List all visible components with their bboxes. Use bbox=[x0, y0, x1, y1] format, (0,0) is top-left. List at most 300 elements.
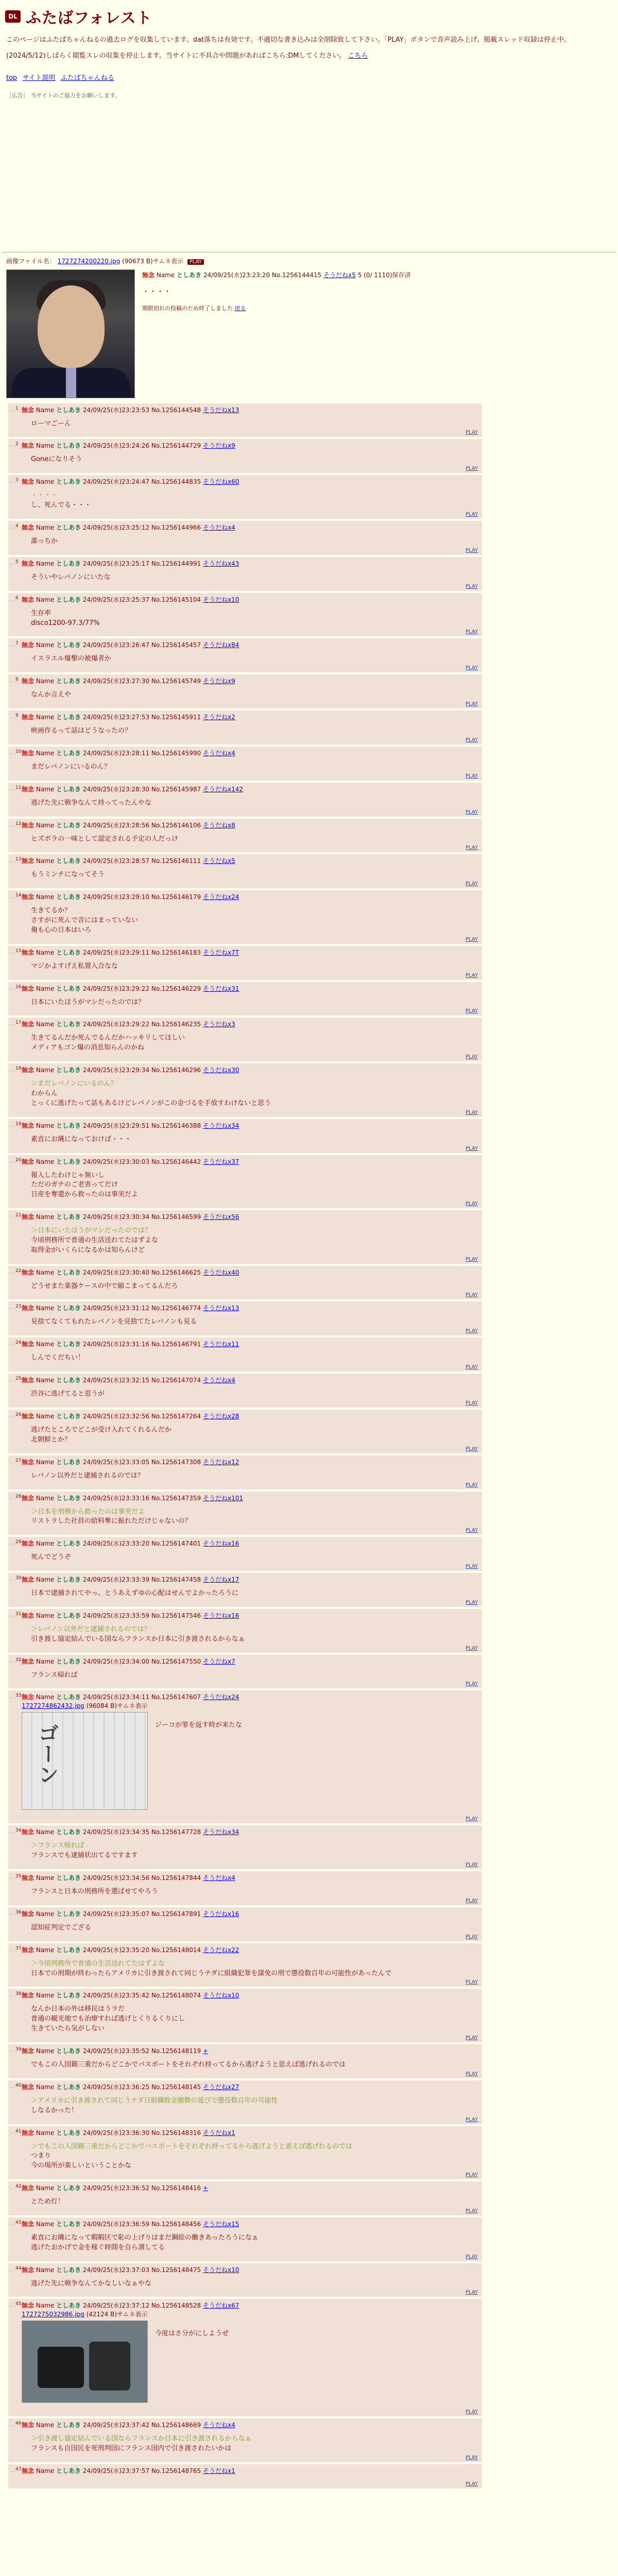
reply-line: まだレバノンにいるのん？ bbox=[31, 762, 111, 771]
reply-number: 35 bbox=[15, 1874, 22, 1879]
reply-post bbox=[8, 1573, 482, 1607]
soudane-button[interactable]: そうだねx60 bbox=[203, 478, 239, 486]
play-button[interactable]: PLAY bbox=[465, 2172, 478, 2178]
soudane-button[interactable]: そうだねx10 bbox=[203, 2266, 239, 2274]
reply-line: 逃げた先に戦争なんてかなしいなぁやな bbox=[31, 2279, 152, 2287]
reply-number: 24 bbox=[15, 1340, 22, 1346]
play-button[interactable]: PLAY bbox=[465, 809, 478, 815]
reply-line: フランスも自国民を死刑判国にフランス国内で引き渡されたいかは bbox=[31, 2445, 232, 2453]
reply-line: しんでくだちい！ bbox=[31, 1354, 85, 1362]
reply-line: フランスと日本の刑務所を選ばせてやろう bbox=[31, 1888, 158, 1896]
reply-post bbox=[8, 475, 482, 519]
reply-body bbox=[31, 726, 477, 736]
play-button[interactable]: PLAY bbox=[465, 1364, 478, 1370]
reply-number: 25 bbox=[15, 1376, 22, 1382]
reply-marker: … bbox=[9, 1991, 15, 1998]
reply-image[interactable] bbox=[22, 1712, 148, 1810]
play-button[interactable]: PLAY bbox=[465, 936, 478, 942]
play-button[interactable]: PLAY bbox=[465, 1645, 478, 1651]
reply-meta: 無念 Name としあき 24/09/25(水)23:32:15 No.1256147074 そうだねx4 bbox=[22, 1377, 235, 1384]
reply-post bbox=[8, 890, 482, 944]
reply-line: 日本での刑期が終わったらアメリカに引き渡されて同じうナダに組織犯罪を謀免の刑で懲役数百年の可能性があったんで bbox=[31, 1969, 392, 1977]
reply-post bbox=[8, 1655, 482, 1689]
soudane-button[interactable]: そうだねx10 bbox=[203, 1992, 239, 1999]
reply-body bbox=[31, 1317, 477, 1327]
reply-meta: 無念 Name としあき 24/09/25(水)23:33:16 No.1256147359 そうだねx101 bbox=[22, 1494, 244, 1502]
reply-body bbox=[31, 1033, 477, 1053]
reply-marker: … bbox=[9, 1212, 15, 1220]
soudane-button[interactable]: そうだねx5 bbox=[203, 857, 235, 865]
soudane-button[interactable]: そうだねx101 bbox=[203, 1494, 244, 1502]
reply-meta: 無念 Name としあき 24/09/25(水)23:33:05 No.1256147308 そうだねx12 bbox=[22, 1458, 239, 1466]
play-button[interactable]: PLAY bbox=[465, 1292, 478, 1298]
reply-post bbox=[8, 1410, 482, 1453]
reply-line: メディアもゴン爆の消息知らんのかね bbox=[31, 1044, 144, 1052]
play-button[interactable]: PLAY bbox=[465, 1564, 478, 1570]
site-title[interactable]: ふたばフォレスト bbox=[26, 9, 152, 27]
reply-body bbox=[31, 654, 477, 664]
op-play-button[interactable]: PLAY bbox=[187, 259, 204, 265]
reply-meta: 無念 Name としあき 24/09/25(水)23:37:57 No.1256148765 そうだねx1 bbox=[22, 2467, 235, 2475]
reply-marker: … bbox=[9, 947, 15, 955]
play-button[interactable]: PLAY bbox=[465, 1109, 478, 1115]
reply-marker: … bbox=[9, 1020, 15, 1027]
reply-post bbox=[8, 1825, 482, 1869]
reply-line: 今頃刑務所で普通の生活送れてたはずよな bbox=[31, 1236, 159, 1244]
soudane-button[interactable]: そうだねx17 bbox=[203, 1576, 239, 1584]
soudane-button[interactable]: そうだねx142 bbox=[203, 785, 244, 793]
soudane-button[interactable]: そうだねx13 bbox=[203, 406, 239, 414]
reply-line: 素直にお縄になって暇暇区で恥の上げりはまだ鋼絵の働きあったろうになぁ bbox=[31, 2233, 259, 2242]
play-button[interactable]: PLAY bbox=[465, 737, 478, 743]
reply-marker: … bbox=[9, 595, 15, 602]
reply-marker: … bbox=[9, 477, 15, 485]
reply-meta: 無念 Name としあき 24/09/25(水)23:28:56 No.1256146106 そうだねx8 bbox=[22, 821, 235, 829]
reply-number: 41 bbox=[15, 2128, 22, 2134]
reply-meta: 無念 Name としあき 24/09/25(水)23:27:30 No.1256145749 そうだねx9 bbox=[22, 677, 235, 685]
reply-body bbox=[31, 1426, 477, 1445]
reply-post bbox=[8, 2126, 482, 2180]
soudane-button[interactable]: そうだねx4 bbox=[203, 749, 235, 757]
soudane-button[interactable]: そうだねx8 bbox=[203, 821, 235, 829]
reply-meta: 無念 Name としあき 24/09/25(水)23:33:39 No.1256147458 そうだねx17 bbox=[22, 1576, 239, 1584]
play-button[interactable]: PLAY bbox=[465, 1979, 478, 1986]
play-button[interactable]: PLAY bbox=[465, 1934, 478, 1940]
reply-line: 生存率 bbox=[31, 609, 52, 617]
play-button[interactable]: PLAY bbox=[465, 1528, 478, 1534]
reply-meta: 無念 Name としあき 24/09/25(水)23:34:35 No.1256147728 そうだねx34 bbox=[22, 1828, 239, 1836]
reply-body bbox=[31, 419, 477, 429]
reply-number: 12 bbox=[15, 821, 22, 826]
reply-body bbox=[31, 690, 477, 700]
reply-meta: 無念 Name としあき 24/09/25(水)23:23:53 No.1256144548 そうだねx13 bbox=[22, 406, 239, 414]
reply-line: 生きてるか？ bbox=[31, 907, 72, 915]
soudane-button[interactable]: そうだねx37 bbox=[203, 1158, 239, 1165]
soudane-button[interactable]: そうだねx56 bbox=[203, 1213, 239, 1221]
reply-marker: … bbox=[9, 558, 15, 566]
soudane-button[interactable]: そうだねx67 bbox=[203, 2302, 239, 2310]
play-button[interactable]: PLAY bbox=[465, 1599, 478, 1605]
soudane-button[interactable]: そうだねx84 bbox=[203, 641, 239, 649]
reply-quote: ＞まだレバノンにいるのん？ bbox=[31, 1080, 117, 1088]
reply-meta: 無念 Name としあき 24/09/25(水)23:25:37 No.1256145104 そうだねx10 bbox=[22, 596, 239, 603]
reply-body bbox=[31, 2233, 477, 2253]
reply-post bbox=[8, 982, 482, 1016]
reply-line: マジかよすげえ私置入合なな bbox=[31, 962, 118, 970]
play-button[interactable]: PLAY bbox=[465, 1897, 478, 1904]
reply-number: 43 bbox=[15, 2219, 22, 2225]
reply-meta: 無念 Name としあき 24/09/25(水)23:33:59 No.1256147546 そうだねx16 bbox=[22, 1612, 239, 1619]
reply-marker: … bbox=[9, 1457, 15, 1465]
reply-line: リストラした社員の給料奪に振れただけじゃないの？ bbox=[31, 1517, 192, 1526]
reply-post bbox=[8, 747, 482, 781]
reply-post bbox=[8, 2299, 482, 2416]
play-button[interactable]: PLAY bbox=[465, 430, 478, 436]
play-button[interactable]: PLAY bbox=[465, 2290, 478, 2296]
reply-number: 33 bbox=[15, 1693, 22, 1699]
op-soudane[interactable]: そうだねx5 bbox=[323, 271, 356, 279]
reply-line: どうせまた楽器ケースの中で縮こまってるんだろ bbox=[31, 1282, 178, 1290]
soudane-button[interactable]: そうだねx16 bbox=[203, 1612, 239, 1619]
reply-file-link[interactable]: 1727274862432.jpg bbox=[22, 1702, 84, 1710]
reply-number: 30 bbox=[15, 1575, 22, 1581]
play-button[interactable]: PLAY bbox=[465, 1054, 478, 1060]
site-logo[interactable]: DL bbox=[5, 10, 21, 23]
reply-body bbox=[31, 835, 477, 844]
reply-marker: … bbox=[9, 892, 15, 900]
reply-quote: ＞でもこの人国籍三重だからどこかでパスポートをそれぞれ持ってるから逃げようと思えば逃げれるのでは bbox=[31, 2142, 353, 2150]
reply-quote: ＞日本を刑務から救ったのは事実だよ bbox=[31, 1507, 145, 1516]
reply-body bbox=[31, 1589, 477, 1599]
site-header bbox=[2, 0, 616, 32]
reply-line: イスラエル爆撃の被爆者か bbox=[31, 655, 111, 663]
nav-futaba[interactable]: ふたばちゃんねる bbox=[60, 74, 114, 82]
reply-post bbox=[8, 638, 482, 672]
reply-image[interactable] bbox=[22, 2320, 148, 2403]
reply-number: 1 bbox=[15, 405, 19, 411]
reply-meta: 無念 Name としあき 24/09/25(水)23:34:11 No.1256147607 そうだねx24 bbox=[22, 1693, 239, 1701]
reply-meta: 無念 Name としあき 24/09/25(水)23:35:20 No.1256148014 そうだねx22 bbox=[22, 1946, 239, 1954]
soudane-button[interactable]: そうだねx16 bbox=[203, 1910, 239, 1918]
reply-post bbox=[8, 783, 482, 817]
reply-line: 普通の観光地でも治療すれば逃げとくりるくりにし bbox=[31, 2015, 185, 2023]
soudane-button[interactable]: そうだねx31 bbox=[203, 985, 239, 992]
soudane-button[interactable]: そうだねx30 bbox=[203, 1066, 239, 1074]
play-button[interactable]: PLAY bbox=[465, 845, 478, 851]
reply-marker: … bbox=[9, 2128, 15, 2136]
soudane-button[interactable]: + bbox=[203, 2047, 209, 2055]
reply-line: し、死んでる・・・ bbox=[31, 501, 92, 510]
reply-number: 37 bbox=[15, 1945, 22, 1951]
reply-line: 死んでどうぞ bbox=[31, 1553, 72, 1562]
ad-space bbox=[2, 103, 616, 252]
reply-quote: ＞フランス帰れば bbox=[31, 1842, 84, 1850]
reply-line: 北朝鮮とか？ bbox=[31, 1435, 72, 1444]
reply-body bbox=[31, 2005, 477, 2034]
play-button[interactable]: PLAY bbox=[465, 1008, 478, 1014]
reply-marker: … bbox=[9, 2420, 15, 2428]
reply-line: 日本にいたほうがマシだったのでは？ bbox=[31, 998, 145, 1006]
reply-post bbox=[8, 1492, 482, 1535]
play-button[interactable]: PLAY bbox=[465, 629, 478, 635]
reply-line: 認知症判定でござる bbox=[31, 1923, 92, 1931]
play-button[interactable]: PLAY bbox=[465, 511, 478, 517]
intro-text-2: (2024/5/12)しばらく閲覧スレの収集を停止します。当サイトに不具合や問題があればこちら:DMしてください。 こちら bbox=[6, 52, 368, 60]
reply-line: disco1200-97.3/77% bbox=[31, 619, 100, 627]
reply-meta: 無念 Name としあき 24/09/25(水)23:36:59 No.1256148456 そうだねx15 bbox=[22, 2220, 239, 2228]
reply-marker: … bbox=[9, 1376, 15, 1383]
reply-post bbox=[8, 1455, 482, 1489]
reply-number: 22 bbox=[15, 1268, 22, 1274]
reply-number: 6 bbox=[15, 595, 19, 601]
ad-note: ［広告］ 当サイトのご協力をお願いします。 bbox=[6, 92, 121, 99]
reply-post bbox=[8, 1690, 482, 1823]
reply-list bbox=[2, 403, 616, 2489]
reply-number: 11 bbox=[15, 785, 22, 790]
reply-meta: 無念 Name としあき 24/09/25(水)23:35:52 No.1256148119 + bbox=[22, 2047, 209, 2055]
reply-meta: 無念 Name としあき 24/09/25(水)23:29:22 No.1256146229 そうだねx31 bbox=[22, 985, 239, 992]
soudane-button[interactable]: そうだねx10 bbox=[203, 596, 239, 603]
reply-meta: 無念 Name としあき 24/09/25(水)23:35:42 No.1256148074 そうだねx10 bbox=[22, 1992, 239, 1999]
soudane-button[interactable]: そうだねx4 bbox=[203, 2421, 235, 2429]
contact-link[interactable]: こちら bbox=[348, 52, 368, 60]
soudane-button[interactable]: そうだねx4 bbox=[203, 1874, 235, 1882]
reply-line: 逃げた先に戦争なんて持ってったんやな bbox=[31, 799, 152, 807]
reply-post bbox=[8, 2080, 482, 2124]
reply-number: 7 bbox=[15, 641, 19, 647]
reply-body bbox=[31, 1135, 477, 1145]
play-button[interactable]: PLAY bbox=[465, 773, 478, 779]
play-button[interactable]: PLAY bbox=[465, 2481, 478, 2487]
soudane-button[interactable]: そうだねx4 bbox=[203, 1377, 235, 1384]
op-image[interactable] bbox=[6, 269, 135, 398]
reply-marker: … bbox=[9, 2082, 15, 2090]
nav-about[interactable]: サイト説明 bbox=[22, 74, 56, 82]
reply-body bbox=[31, 1171, 477, 1200]
play-button[interactable]: PLAY bbox=[465, 2409, 478, 2415]
reply-meta: 無念 Name としあき 24/09/25(水)23:31:12 No.1256146774 そうだねx13 bbox=[22, 1304, 239, 1312]
reply-post bbox=[8, 674, 482, 708]
soudane-button[interactable]: そうだねx1 bbox=[203, 2467, 235, 2475]
soudane-button[interactable]: そうだねx28 bbox=[203, 1412, 239, 1420]
soudane-button[interactable]: そうだねx4 bbox=[203, 523, 235, 531]
reply-line: フランスでも逮捕状出てるですます bbox=[31, 1852, 138, 1860]
reply-number: 28 bbox=[15, 1494, 22, 1499]
play-button[interactable]: PLAY bbox=[465, 1400, 478, 1406]
reply-marker: … bbox=[9, 1873, 15, 1881]
reply-line: わからん bbox=[31, 1090, 58, 1097]
soudane-button[interactable]: そうだねx24 bbox=[203, 1693, 239, 1701]
reply-line: レバノン以外だと逮捕されるのでは？ bbox=[31, 1471, 144, 1480]
soudane-button[interactable]: そうだねx2 bbox=[203, 714, 235, 721]
play-button[interactable]: PLAY bbox=[465, 2455, 478, 2461]
reply-marker: … bbox=[9, 1575, 15, 1583]
reply-number: 5 bbox=[15, 559, 19, 565]
reply-meta: 無念 Name としあき 24/09/25(水)23:32:56 No.1256147264 そうだねx28 bbox=[22, 1412, 239, 1420]
soudane-button[interactable]: そうだねx12 bbox=[203, 1458, 239, 1466]
soudane-button[interactable]: そうだねx7 bbox=[203, 1657, 235, 1665]
play-button[interactable]: PLAY bbox=[465, 1145, 478, 1151]
reply-line: もうミンチになってそう bbox=[31, 871, 105, 879]
reply-marker: … bbox=[9, 1267, 15, 1275]
play-button[interactable]: PLAY bbox=[465, 1256, 478, 1262]
reply-marker: … bbox=[9, 2265, 15, 2273]
reply-marker: … bbox=[9, 2183, 15, 2191]
reply-body bbox=[31, 537, 477, 547]
soudane-button[interactable]: そうだねx15 bbox=[203, 2220, 239, 2228]
play-button[interactable]: PLAY bbox=[465, 1681, 478, 1687]
reply-meta: 無念 Name としあき 24/09/25(水)23:36:25 No.1256148145 そうだねx27 bbox=[22, 2083, 239, 2091]
play-button[interactable]: PLAY bbox=[465, 583, 478, 589]
reply-meta: 無念 Name としあき 24/09/25(水)23:27:53 No.1256145911 そうだねx2 bbox=[22, 714, 235, 721]
back-link[interactable]: 戻る bbox=[234, 304, 246, 312]
reply-body bbox=[31, 2434, 477, 2454]
soudane-button[interactable]: そうだねx3 bbox=[203, 1021, 235, 1028]
reply-body bbox=[31, 906, 477, 936]
reply-body bbox=[31, 1959, 477, 1979]
thread-file: 画像ファイル名： 1727274200220.jpg (90673 B)サムネ表示 PLAY bbox=[2, 256, 616, 266]
reply-marker: … bbox=[9, 713, 15, 720]
reply-meta: 無念 Name としあき 24/09/25(水)23:35:07 No.1256147891 そうだねx16 bbox=[22, 1910, 239, 1918]
op-file-link[interactable]: 1727274200220.jpg bbox=[57, 257, 121, 265]
reply-meta: 無念 Name としあき 24/09/25(水)23:29:22 No.1256146235 そうだねx3 bbox=[22, 1021, 235, 1028]
reply-line: しなるかった！ bbox=[31, 2106, 78, 2114]
reply-post bbox=[8, 521, 482, 555]
reply-body bbox=[31, 2197, 477, 2207]
soudane-button[interactable]: そうだねx7T bbox=[203, 948, 239, 956]
play-button[interactable]: PLAY bbox=[465, 1816, 478, 1822]
reply-number: 19 bbox=[15, 1121, 22, 1127]
reply-line: 素直にお縄になっておけば・・・ bbox=[31, 1135, 132, 1143]
reply-body bbox=[31, 491, 477, 511]
reply-post bbox=[8, 439, 482, 473]
reply-marker: … bbox=[9, 1945, 15, 1953]
reply-line: ヒズボラの一味として認定される予定の人だっけ bbox=[31, 835, 179, 843]
reply-body bbox=[31, 1353, 477, 1363]
play-button[interactable]: PLAY bbox=[465, 2035, 478, 2041]
reply-marker: … bbox=[9, 984, 15, 991]
soudane-button[interactable]: そうだねx34 bbox=[203, 1828, 239, 1836]
reply-line: 今の場所が楽しいということかな bbox=[31, 2162, 132, 2170]
soudane-button[interactable]: そうだねx9 bbox=[203, 677, 235, 685]
reply-marker: … bbox=[9, 1411, 15, 1419]
reply-line: ローマごーん bbox=[31, 419, 72, 428]
soudane-button[interactable]: そうだねx13 bbox=[203, 1304, 239, 1312]
reply-line: なんか日本の外は移民はうラだ bbox=[31, 2005, 125, 2013]
soudane-button[interactable]: そうだねx16 bbox=[203, 1540, 239, 1548]
reply-number: 45 bbox=[15, 2301, 22, 2307]
reply-marker: … bbox=[9, 405, 15, 413]
play-button[interactable]: PLAY bbox=[465, 881, 478, 887]
reply-marker: … bbox=[9, 1827, 15, 1835]
play-button[interactable]: PLAY bbox=[465, 701, 478, 707]
reply-post bbox=[8, 1119, 482, 1153]
reply-post bbox=[8, 1374, 482, 1408]
play-button[interactable]: PLAY bbox=[465, 1862, 478, 1868]
reply-meta: 無念 Name としあき 24/09/25(水)23:24:26 No.1256144729 そうだねx9 bbox=[22, 442, 235, 450]
reply-line: 映画作るって話はどうなったの？ bbox=[31, 727, 132, 735]
soudane-button[interactable]: そうだねx24 bbox=[203, 893, 239, 901]
reply-number: 2 bbox=[15, 442, 19, 447]
reply-number: 14 bbox=[15, 893, 22, 899]
reply-marker: … bbox=[9, 1656, 15, 1664]
play-button[interactable]: PLAY bbox=[465, 2116, 478, 2123]
play-button[interactable]: PLAY bbox=[465, 2071, 478, 2077]
soudane-button[interactable]: そうだねx40 bbox=[203, 1268, 239, 1276]
reply-post bbox=[8, 2418, 482, 2462]
play-button[interactable]: PLAY bbox=[465, 1201, 478, 1207]
reply-marker: … bbox=[9, 856, 15, 864]
reply-number: 36 bbox=[15, 1909, 22, 1915]
reply-meta: 無念 Name としあき 24/09/25(水)23:25:12 No.1256144966 そうだねx4 bbox=[22, 523, 235, 531]
reply-marker: … bbox=[9, 1493, 15, 1501]
reply-meta: 無念 Name としあき 24/09/25(水)23:37:12 No.1256148528 そうだねx67 bbox=[22, 2302, 239, 2310]
soudane-button[interactable]: そうだねx34 bbox=[203, 1122, 239, 1129]
play-button[interactable]: PLAY bbox=[465, 1482, 478, 1488]
reply-marker: … bbox=[9, 441, 15, 449]
reply-number: 20 bbox=[15, 1157, 22, 1163]
reply-post bbox=[8, 2263, 482, 2297]
reply-number: 26 bbox=[15, 1412, 22, 1417]
soudane-button[interactable]: そうだねx27 bbox=[203, 2083, 239, 2091]
play-button[interactable]: PLAY bbox=[465, 2253, 478, 2260]
reply-marker: … bbox=[9, 1909, 15, 1917]
reply-post bbox=[8, 819, 482, 853]
reply-line: 渋谷に逃げてると思うが bbox=[31, 1390, 105, 1398]
intro-text-1: このページはふたばちゃんねるの過去ログを収集しています。dat落ちは有効です。不適切な書き込みは全削除致して下さい。「PLAY」ボタンで音声読み上げ。掲載スレッド収録は停止中。 bbox=[6, 36, 571, 44]
soudane-button[interactable]: そうだねx9 bbox=[203, 442, 235, 450]
reply-body bbox=[31, 998, 477, 1008]
soudane-button[interactable]: そうだねx11 bbox=[203, 1341, 239, 1348]
reply-marker: … bbox=[9, 1539, 15, 1547]
reply-number: 27 bbox=[15, 1458, 22, 1463]
nav-links bbox=[2, 70, 616, 88]
reply-line: 見捨てなくてもれたレバノンを見捨てたレバノンも見る bbox=[31, 1318, 197, 1326]
play-button[interactable]: PLAY bbox=[465, 2208, 478, 2214]
nav-top[interactable]: top bbox=[6, 74, 18, 82]
reply-body bbox=[31, 573, 477, 583]
reply-number: 32 bbox=[15, 1657, 22, 1663]
play-button[interactable]: PLAY bbox=[465, 547, 478, 553]
reply-post bbox=[8, 710, 482, 744]
reply-marker: … bbox=[9, 522, 15, 530]
reply-marker: … bbox=[9, 2301, 15, 2309]
play-button[interactable]: PLAY bbox=[465, 972, 478, 978]
play-button[interactable]: PLAY bbox=[465, 1328, 478, 1334]
reply-body bbox=[31, 962, 477, 972]
reply-line: ただのガチのご老害ってだけ bbox=[31, 1181, 118, 1189]
reply-body bbox=[31, 762, 477, 772]
reply-line: とため灯！ bbox=[31, 2198, 65, 2206]
play-button[interactable]: PLAY bbox=[465, 665, 478, 671]
play-button[interactable]: PLAY bbox=[465, 1446, 478, 1452]
reply-number: 34 bbox=[15, 1828, 22, 1834]
reply-body bbox=[31, 1079, 477, 1109]
reply-number: 38 bbox=[15, 1991, 22, 1997]
reply-number: 3 bbox=[15, 478, 19, 483]
reply-body bbox=[31, 1887, 477, 1897]
soudane-button[interactable]: + bbox=[203, 2184, 209, 2192]
reply-file-link[interactable]: 1727275032986.jpg bbox=[22, 2311, 84, 2318]
reply-text: 今度はさ分がにしようぜ bbox=[155, 2330, 229, 2338]
reply-body bbox=[31, 1841, 477, 1861]
soudane-button[interactable]: そうだねx22 bbox=[203, 1946, 239, 1954]
play-button[interactable]: PLAY bbox=[465, 466, 478, 472]
reply-meta: 無念 Name としあき 24/09/25(水)23:28:57 No.1256146111 そうだねx5 bbox=[22, 857, 235, 865]
reply-post bbox=[8, 1266, 482, 1300]
soudane-button[interactable]: そうだねx43 bbox=[203, 560, 239, 567]
soudane-button[interactable]: そうだねx1 bbox=[203, 2129, 235, 2137]
